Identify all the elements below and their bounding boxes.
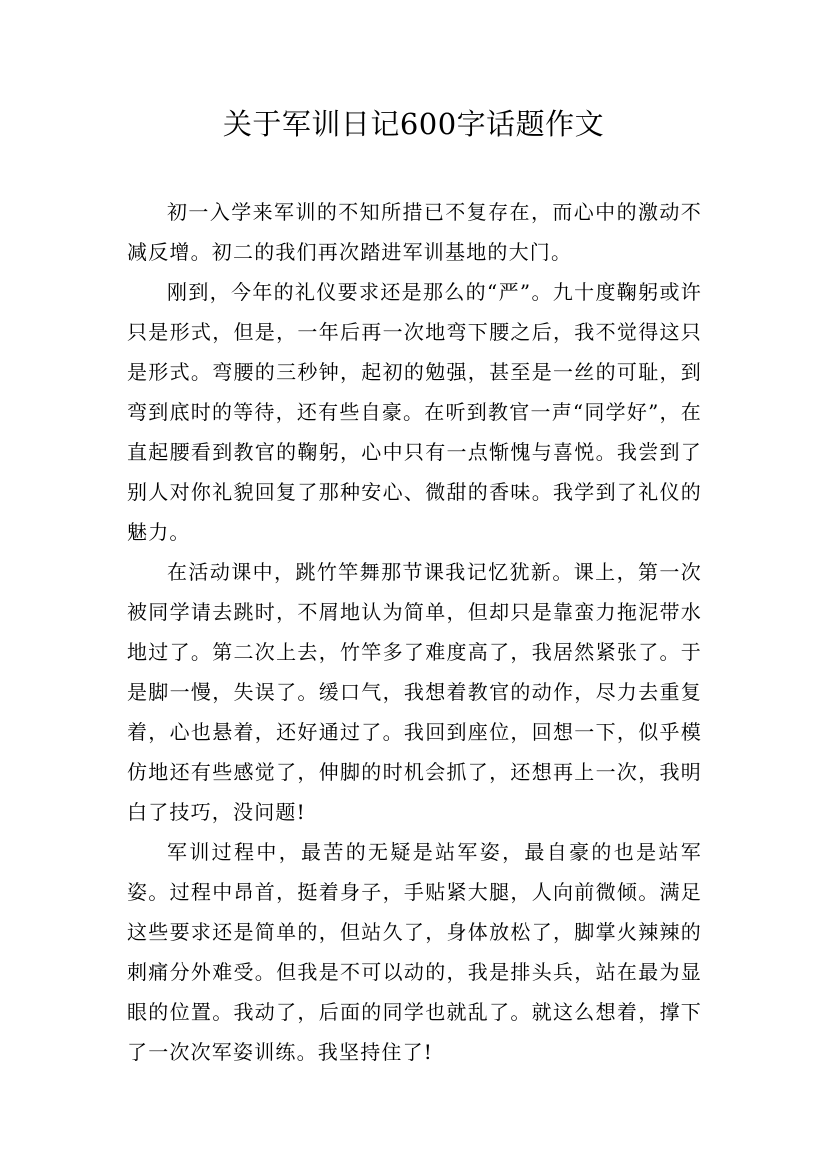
document-title: 关于军训日记600字话题作文 [222, 107, 605, 141]
paragraph: 在活动课中，跳竹竿舞那节课我记忆犹新。课上，第一次被同学请去跳时，不屑地认为简单，但却只是靠蛮力拖泥带水地过了。第二次上去，竹竿多了难度高了，我居然紧张了。于是脚一慢，失误了。缓口气，我想着教官的动作，尽力去重复着，心也悬着，还好通过了。我回到座位，回想一下，似乎模仿地还有些感觉了，伸脚的时机会抓了，还想再上一次，我明白了技巧，没问题! [127, 560, 702, 824]
paragraph: 初一入学来军训的不知所措已不复存在，而心中的激动不减反增。初二的我们再次踏进军训基地的大门。 [127, 200, 702, 264]
paragraph: 军训过程中，最苦的无疑是站军姿，最自豪的也是站军姿。过程中昂首，挺着身子，手贴紧大腿，人向前微倾。满足这些要求还是简单的，但站久了，身体放松了，脚掌火辣辣的刺痛分外难受。但我是不可以动的，我是排头兵，站在最为显眼的位置。我动了，后面的同学也就乱了。就这么想着，撑下了一次次军姿训练。我坚持住了! [127, 840, 702, 1064]
paragraph: 刚到，今年的礼仪要求还是那么的“严”。九十度鞠躬或许只是形式，但是，一年后再一次地弯下腰之后，我不觉得这只是形式。弯腰的三秒钟，起初的勉强，甚至是一丝的可耻，到弯到底时的等待，还有些自豪。在听到教官一声“同学好”，在直起腰看到教官的鞠躬，心中只有一点惭愧与喜悦。我尝到了别人对你礼貌回复了那种安心、微甜的香味。我学到了礼仪的魅力。 [127, 280, 702, 544]
document-body [127, 192, 702, 1072]
